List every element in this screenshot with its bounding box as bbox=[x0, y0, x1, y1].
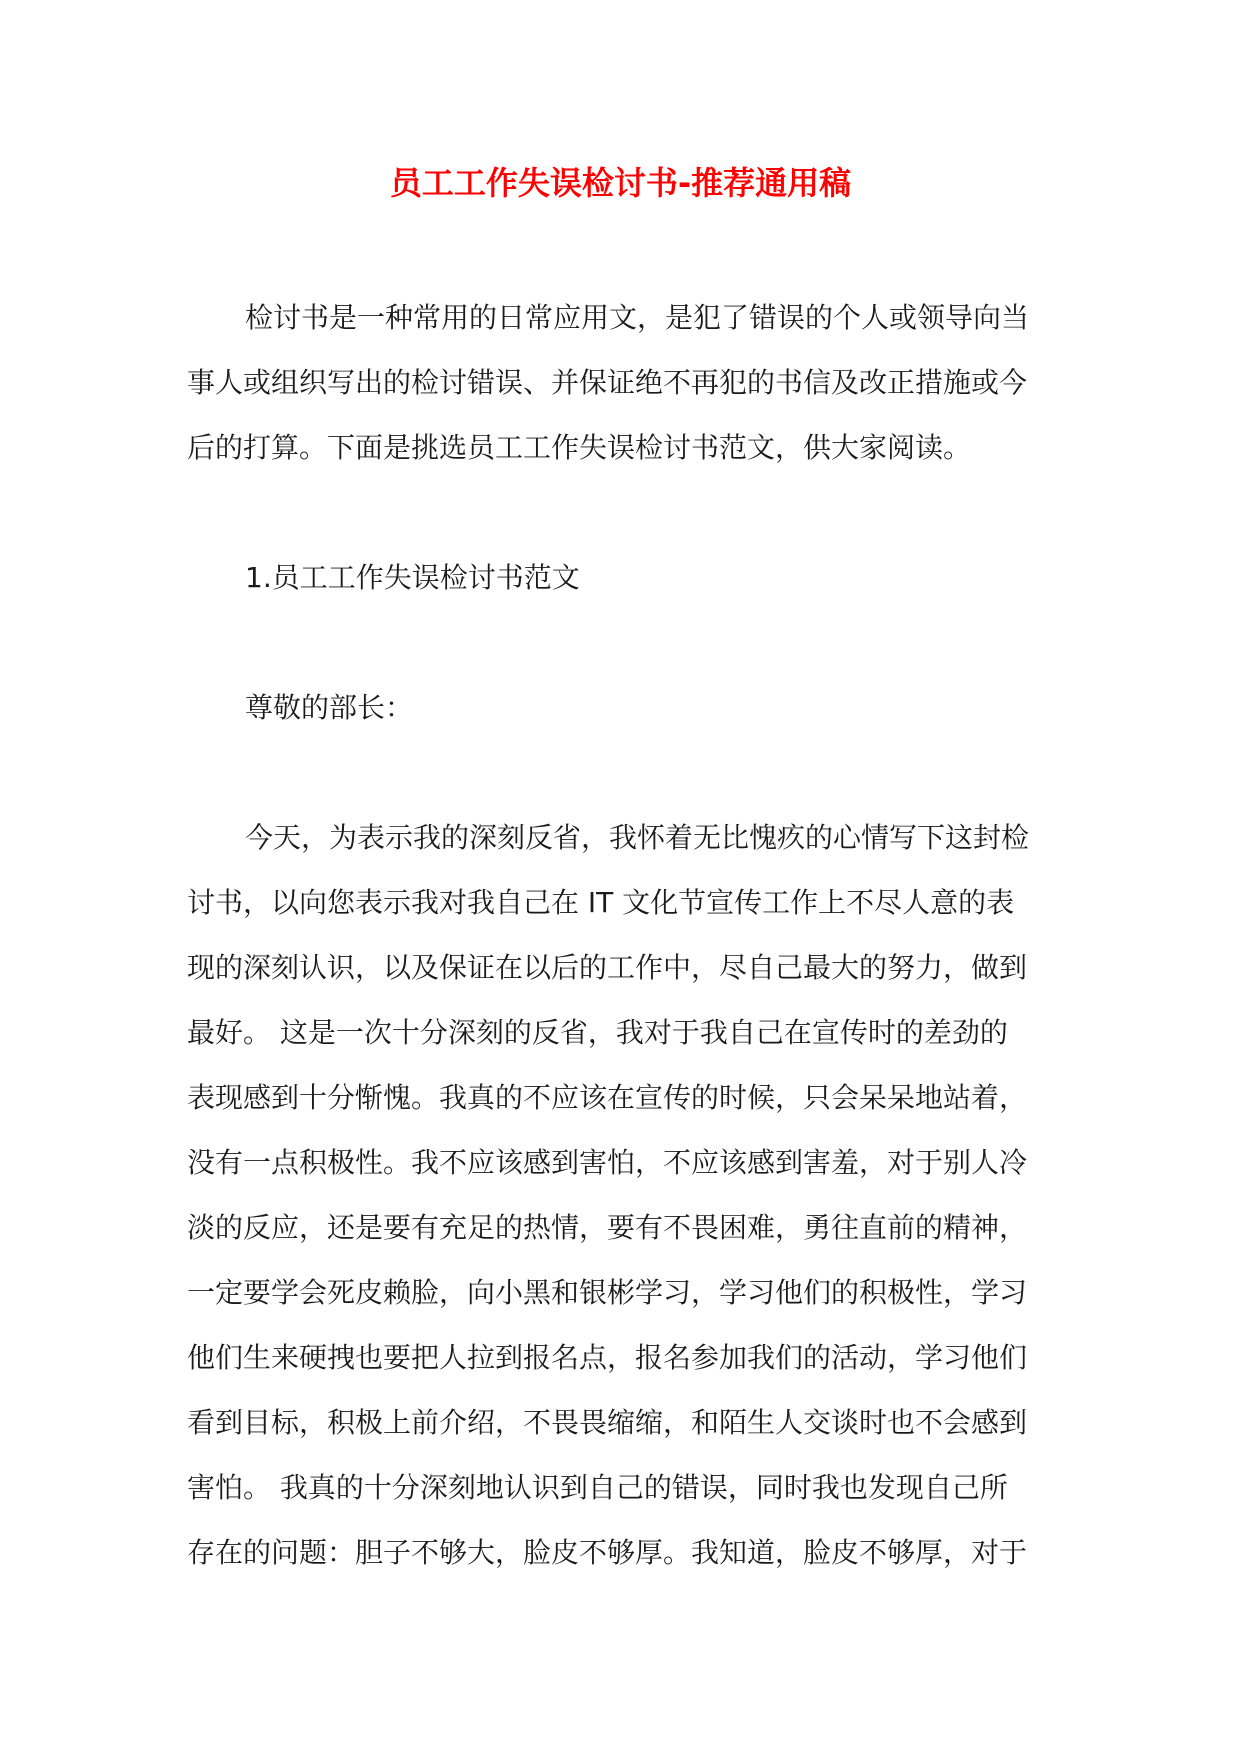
intro-line: 后的打算。下面是挑选员工工作失误检讨书范文，供大家阅读。 bbox=[187, 431, 972, 464]
body-line: 一定要学会死皮赖脸，向小黑和银彬学习，学习他们的积极性，学习 bbox=[187, 1276, 1028, 1309]
body-line: 讨书，以向您表示我对我自己在 IT 文化节宣传工作上不尽人意的表 bbox=[187, 886, 1015, 919]
body-line: 存在的问题：胆子不够大，脸皮不够厚。我知道，脸皮不够厚，对于 bbox=[187, 1536, 1028, 1569]
intro-line: 事人或组织写出的检讨错误、并保证绝不再犯的书信及改正措施或今 bbox=[187, 366, 1028, 399]
body-line: 没有一点积极性。我不应该感到害怕，不应该感到害羞，对于别人冷 bbox=[187, 1146, 1028, 1179]
letter-body-paragraph bbox=[187, 805, 1067, 1585]
intro-paragraph bbox=[187, 285, 1067, 480]
body-line: 他们生来硬拽也要把人拉到报名点，报名参加我们的活动，学习他们 bbox=[187, 1341, 1028, 1374]
body-line: 今天，为表示我的深刻反省，我怀着无比愧疚的心情写下这封检 bbox=[245, 821, 1030, 854]
body-line: 淡的反应，还是要有充足的热情，要有不畏困难，勇往直前的精神， bbox=[187, 1211, 1028, 1244]
body-line: 最好。 这是一次十分深刻的反省，我对于我自己在宣传时的差劲的 bbox=[187, 1016, 1008, 1049]
body-line: 看到目标，积极上前介绍，不畏畏缩缩，和陌生人交谈时也不会感到 bbox=[187, 1406, 1028, 1439]
body-line: 害怕。 我真的十分深刻地认识到自己的错误，同时我也发现自己所 bbox=[187, 1471, 1008, 1504]
salutation-paragraph bbox=[187, 675, 1067, 740]
body-line: 表现感到十分惭愧。我真的不应该在宣传的时候，只会呆呆地站着， bbox=[187, 1081, 1028, 1114]
document-title: 员工工作失误检讨书-推荐通用稿 bbox=[389, 164, 852, 202]
section-heading: 1.员工工作失误检讨书范文 bbox=[245, 561, 580, 594]
salutation: 尊敬的部长： bbox=[245, 691, 414, 724]
section-heading-paragraph bbox=[187, 545, 1067, 610]
body-line: 现的深刻认识，以及保证在以后的工作中，尽自己最大的努力，做到 bbox=[187, 951, 1028, 984]
intro-line: 检讨书是一种常用的日常应用文，是犯了错误的个人或领导向当 bbox=[245, 301, 1030, 334]
